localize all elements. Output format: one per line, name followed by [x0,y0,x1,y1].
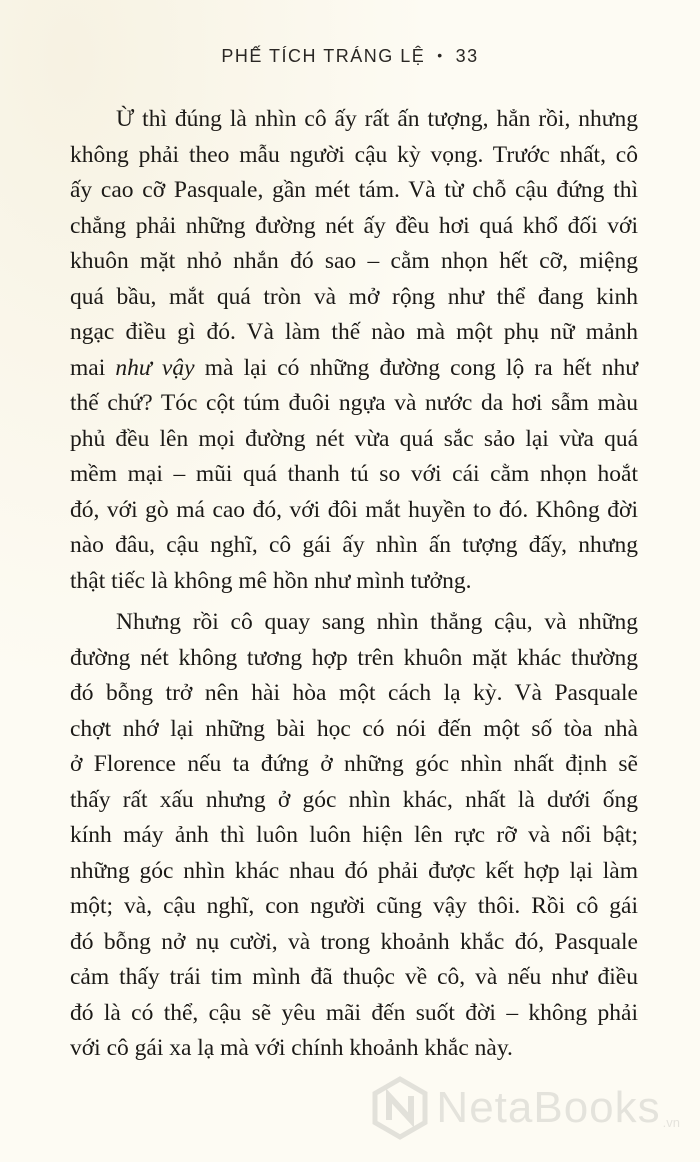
text-line: những góc nhìn khác nhau đó phải được kết hợp lại làm [70,857,638,884]
text-line: đó là có thể, cậu sẽ yêu mãi đến suốt đời – không phải [70,999,638,1026]
text-line: kính máy ảnh thì luôn luôn hiện lên rực rỡ và nổi bật; [70,822,638,848]
text-line: phủ đều lên mọi đường nét vừa quá sắc sảo lại vừa quá [70,425,638,452]
page-number: 33 [455,46,479,66]
emphasis-text: như vậy [115,354,195,381]
text-line: đó bỗng nở nụ cười, và trong khoảnh khắc đó, Pasquale [70,928,638,955]
text-line: chợt nhớ lại những bài học có nói đến một số tòa nhà [70,715,638,742]
text-line: thế chứ? Tóc cột túm đuôi ngựa và nước da hơi sẫm màu [70,390,638,416]
text-fragment: mai [70,354,116,381]
text-line: không phải theo mẫu người cậu kỳ vọng. Trước nhất, cô [70,141,638,168]
text-line: với cô gái xa lạ mà với chính khoảnh khắc này. [70,1035,513,1061]
text-line: một; và, cậu nghĩ, con người cũng vậy thôi. Rồi cô gái [70,893,638,919]
text-line: đường nét không tương hợp trên khuôn mặt khác thường [70,644,638,671]
chapter-title: PHẾ TÍCH TRÁNG LỆ [221,46,426,66]
watermark-brand: NetaBooks [436,1083,661,1132]
body-text [70,102,638,1067]
running-header [0,46,700,67]
text-line: Ừ thì đúng là nhìn cô ấy rất ấn tượng, hẳn rồi, nhưng [116,106,638,132]
text-line: khuôn mặt nhỏ nhắn đó sao – cằm nhọn hết cỡ, miệng [70,248,638,274]
header-separator: • [437,47,444,63]
text-line: ngạc điều gì đó. Và làm thế nào mà một phụ nữ mảnh [70,319,638,345]
text-line: Nhưng rồi cô quay sang nhìn thẳng cậu, và những [116,609,638,635]
netabooks-logo-icon [368,1076,432,1140]
text-line-with-emphasis [70,351,638,387]
text-line: đó, với gò má cao đó, với đôi mắt huyền to đó. Không đời [70,496,638,523]
text-line: quá bầu, mắt quá tròn và mở rộng như thể đang kinh [70,283,638,310]
text-line: thật tiếc là không mê hồn như mình tưởng. [70,567,472,594]
text-line: chẳng phải những đường nét ấy đều hơi quá khổ đối với [70,212,638,239]
text-fragment: mà lại có những đường cong lộ ra hết như [194,354,638,381]
text-line: ở Florence nếu ta đứng ở những góc nhìn nhất định sẽ [70,751,638,777]
watermark-suffix: .vn [662,1115,680,1130]
text-line: mềm mại – mũi quá thanh tú so với cái cằm nhọn hoắt [70,461,638,487]
text-line: cảm thấy trái tim mình đã thuộc về cô, và nếu như điều [70,964,638,990]
text-line: nào đâu, cậu nghĩ, cô gái ấy nhìn ấn tượng đấy, nhưng [70,532,638,558]
text-line: đó bỗng trở nên hài hòa một cách lạ kỳ. Và Pasquale [70,680,638,706]
text-line: thấy rất xấu nhưng ở góc nhìn khác, nhất là dưới ống [70,786,638,813]
text-line: ấy cao cỡ Pasquale, gần mét tám. Và từ chỗ cậu đứng thì [70,177,638,203]
netabooks-watermark [368,1076,680,1140]
